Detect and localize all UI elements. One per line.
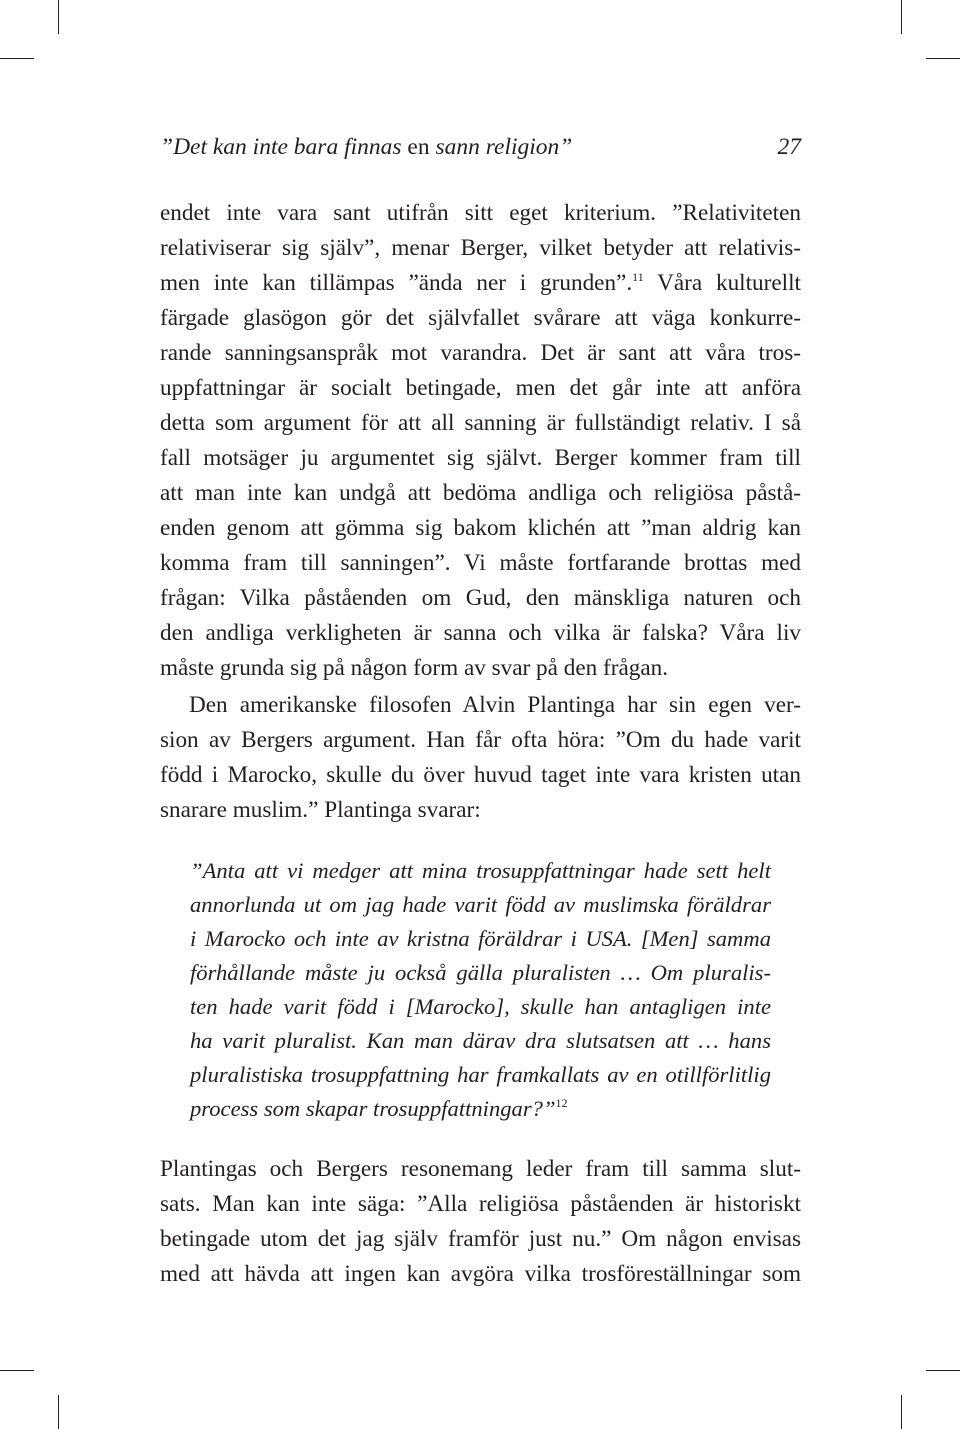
body-line: snarare muslim.” Plantinga svarar: — [160, 797, 481, 823]
body-line: Den amerikanske filosofen Alvin Plantinga har sin egen ver- — [189, 692, 801, 718]
crop-mark-bottom-left — [58, 1395, 59, 1429]
crop-mark-top-right — [901, 0, 902, 34]
quote-line: ha varit pluralist. Kan man därav dra slutsatsen att … hans — [190, 1028, 771, 1053]
body-line: detta som argument för att all sanning är fullständigt relativ. I så — [160, 410, 801, 436]
body-line: den andliga verkligheten är sanna och vilka är falska? Våra liv — [160, 620, 801, 646]
quote-line: ”Anta att vi medger att mina trosuppfattningar hade sett helt — [190, 858, 771, 883]
body-line: fall motsäger ju argumentet sig självt. Berger kommer fram till — [160, 445, 801, 471]
crop-mark-bottom-right — [901, 1395, 902, 1429]
quote-line: process som skapar trosuppfattningar?”$^{12}$ — [190, 1096, 568, 1121]
body-line: Plantingas och Bergers resonemang leder fram till samma slut- — [160, 1156, 801, 1182]
body-line: betingade utom det jag själv framför just nu.” Om någon envisas — [160, 1226, 801, 1252]
footnote-ref-11: 11 — [632, 270, 644, 284]
footnote-ref-12: 12 — [555, 1096, 568, 1110]
quote-line: pluralistiska trosuppfattning har framkallats av en otillförlitlig — [190, 1062, 771, 1087]
body-line: endet inte vara sant utifrån sitt eget kriterium. ”Relativiteten — [160, 200, 801, 226]
body-line: med att hävda att ingen kan avgöra vilka trosföreställningar som — [160, 1261, 801, 1287]
body-line: måste grunda sig på någon form av svar på den frågan. — [160, 655, 669, 681]
crop-mark-left-lower — [0, 1370, 34, 1371]
quote-line: i Marocko och inte av kristna föräldrar i USA. [Men] samma — [190, 926, 771, 951]
page-number: 27 — [777, 134, 801, 160]
body-line: frågan: Vilka påståenden om Gud, den mänskliga naturen och — [160, 585, 801, 611]
body-line: uppfattningar är socialt betingade, men det går inte att anföra — [160, 375, 801, 401]
body-line: relativiserar sig själv”, menar Berger, vilket betyder att relativis- — [160, 235, 801, 261]
body-line: sion av Bergers argument. Han får ofta höra: ”Om du hade varit — [160, 727, 801, 753]
body-line: färgade glasögon gör det självfallet svårare att väga konkurre- — [160, 305, 801, 331]
crop-mark-right-upper — [926, 58, 960, 59]
crop-mark-top-left — [58, 0, 59, 34]
body-line: men inte kan tillämpas ”ända ner i grunden”.$^{11}$ Våra kulturellt — [160, 270, 801, 296]
body-line: enden genom att gömma sig bakom klichén att ”man aldrig kan — [160, 515, 801, 541]
quote-line: ten hade varit född i [Marocko], skulle han antagligen inte — [190, 994, 771, 1019]
body-line: komma fram till sanningen”. Vi måste fortfarande brottas med — [160, 550, 801, 576]
quote-line: förhållande måste ju också gälla pluralisten … Om pluralis- — [190, 960, 771, 985]
body-line: född i Marocko, skulle du över huvud taget inte vara kristen utan — [160, 762, 801, 788]
body-line: rande sanningsanspråk mot varandra. Det är sant att våra tros- — [160, 340, 801, 366]
body-line: sats. Man kan inte säga: ”Alla religiösa påståenden är historiskt — [160, 1191, 801, 1217]
running-head — [160, 127, 801, 167]
body-line: att man inte kan undgå att bedöma andliga och religiösa påstå- — [160, 480, 801, 506]
crop-mark-left-upper — [0, 58, 34, 59]
quote-line: annorlunda ut om jag hade varit född av muslimska föräldrar — [190, 892, 771, 917]
crop-mark-right-lower — [926, 1370, 960, 1371]
running-head-title: ”Det kan inte bara finnas en sann religion” — [160, 134, 573, 160]
